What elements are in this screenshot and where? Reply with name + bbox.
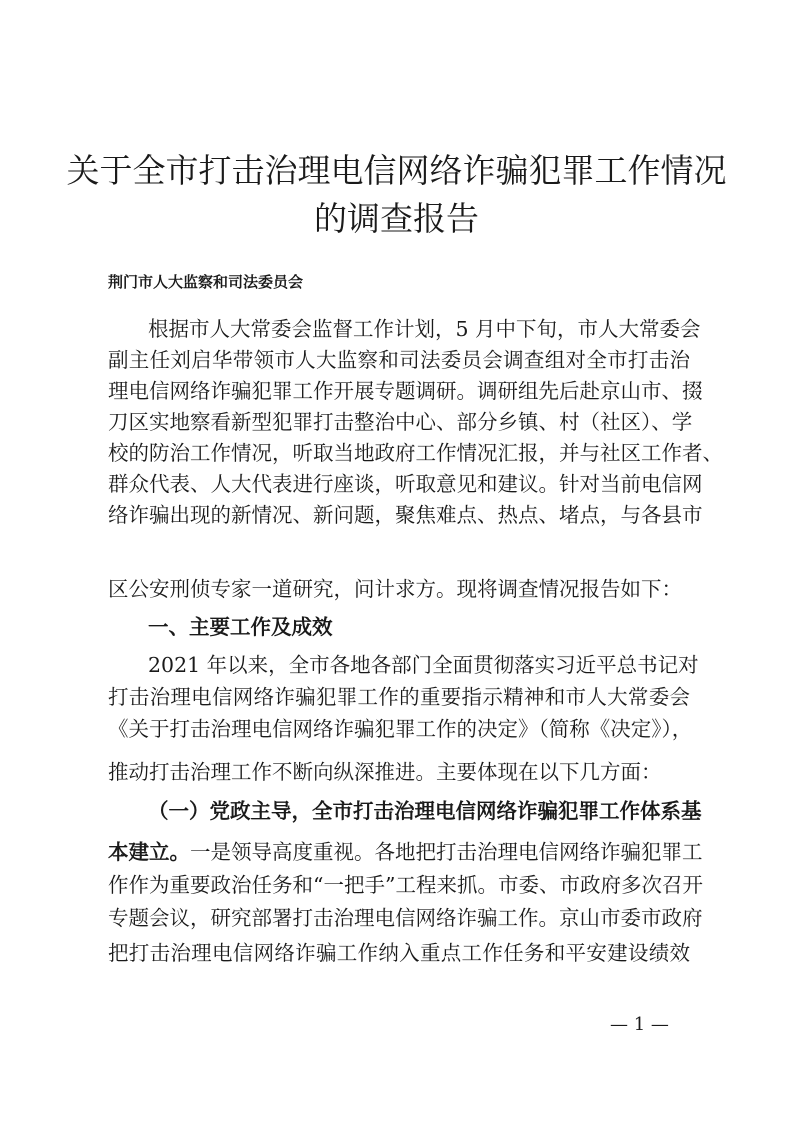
intro-paragraph-line: 校的防治工作情况，听取当地政府工作情况汇报，并与社区工作者、 <box>108 441 723 465</box>
intro-paragraph-line: 络诈骗出现的新情况、新问题，聚焦难点、热点、堵点，与各县市 <box>108 503 703 527</box>
page-number: — 1 — <box>610 1014 669 1035</box>
subsection-paragraph-line: 作作为重要政治任务和“一把手”工程来抓。市委、市政府多次召开 <box>108 873 703 897</box>
author-organization: 荆门市人大监察和司法委员会 <box>108 273 304 291</box>
subsection-paragraph-line <box>108 837 703 867</box>
subsection-heading-end: 本建立。 <box>108 840 190 864</box>
report-title-line-2: 的调查报告 <box>314 199 479 238</box>
subsection-paragraph-line-rest: 一是领导高度重视。各地把打击治理电信网络诈骗犯罪工 <box>190 840 703 864</box>
intro-paragraph-line: 区公安刑侦专家一道研究，问计求方。现将调查情况报告如下： <box>108 577 682 601</box>
intro-paragraph-line: 副主任刘启华带领市人大监察和司法委员会调查组对全市打击治 <box>108 348 690 372</box>
subsection-paragraph-line: 把打击治理电信网络诈骗工作纳入重点工作任务和平安建设绩效 <box>108 941 690 965</box>
section-paragraph-line: 2021 年以来，全市各地各部门全面贯彻落实习近平总书记对 <box>148 653 699 677</box>
report-title-line-1: 关于全市打击治理电信网络诈骗犯罪工作情况 <box>66 151 727 190</box>
intro-paragraph-line: 群众代表、人大代表进行座谈，听取意见和建议。针对当前电信网 <box>108 472 703 496</box>
section-heading: 一、主要工作及成效 <box>148 615 333 639</box>
intro-paragraph-line: 刀区实地察看新型犯罪打击整治中心、部分乡镇、村（社区）、学 <box>108 410 693 434</box>
intro-paragraph-line: 理电信网络诈骗犯罪工作开展专题调研。调研组先后赴京山市、掇 <box>108 379 703 403</box>
subsection-heading-line: （一）党政主导，全市打击治理电信网络诈骗犯罪工作体系基 <box>148 799 702 823</box>
intro-paragraph-line: 根据市人大常委会监督工作计划，5 月中下旬，市人大常委会 <box>148 317 701 341</box>
section-paragraph-line: 《关于打击治理电信网络诈骗犯罪工作的决定》（简称《决定》）， <box>108 717 693 741</box>
subsection-paragraph-line: 专题会议，研究部署打击治理电信网络诈骗工作。京山市委市政府 <box>108 906 703 930</box>
section-paragraph-line: 推动打击治理工作不断向纵深推进。主要体现在以下几方面： <box>108 760 662 784</box>
section-paragraph-line: 打击治理电信网络诈骗犯罪工作的重要指示精神和市人大常委会 <box>108 685 690 709</box>
